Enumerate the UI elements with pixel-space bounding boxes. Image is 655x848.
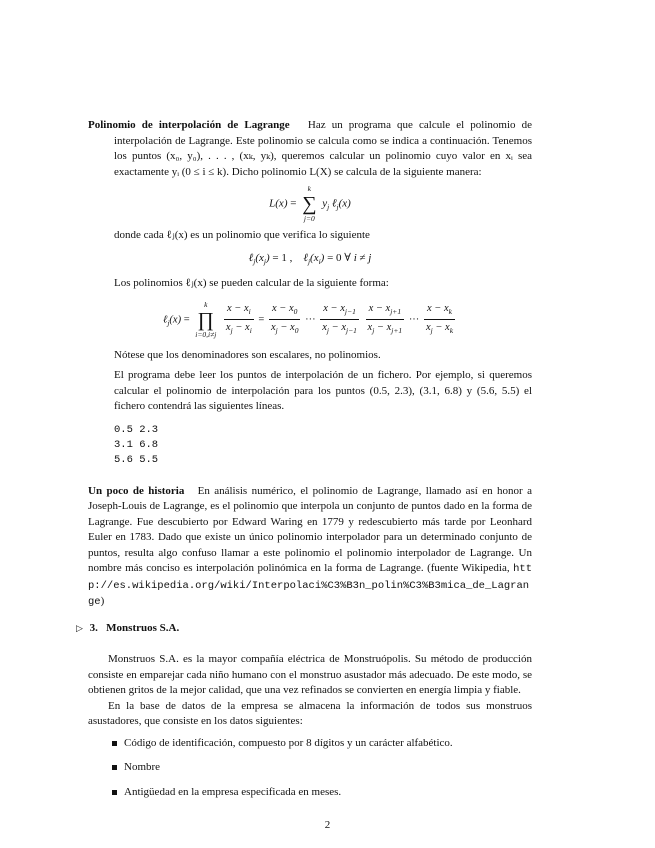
monstruos-intro: Monstruos S.A. es la mayor compañía eléctrica de Monstruópolis. Su método de producción consiste en emparejar cada niño humano con el monstruo asustador más adecuado. De este modo, se obtienen gritos de la mejor calidad, que una vez refinados se convierten en energía limpia y fiable. [88,653,532,697]
page-number: 2 [324,819,331,831]
wikipedia-link[interactable]: http://es.wikipedia.org/wiki/Interpolaci%C3%B3n_polin%C3%B3mica_de_Lagrange [88,563,533,609]
code-block [88,423,532,468]
history-body: En análisis numérico, el polinomio de Lagrange, llamado así en honor a Joseph-Louis de Lagrange, es el polinomio que interpola un conjunto de puntos dado en la forma de Lagrange. Fue descubierto por Edward Waring en 1779 y redescubierto más tarde por Leonhard Euler en 1783. Dado que existe un único polinomio interpolador para un determinado conjunto de puntos, resulta algo confuso llamar a este polinomio el polinomio interpolador de Lagrange. Un nombre más conciso es interpolación polinómica en la forma de Lagrange. (fuente Wikipedia, [88,484,533,575]
lagrange-heading: Polinomio de interpolación de Lagrange [88,119,290,131]
equation-L: L(x) = k ∑ j=0 $y_j$ ℓ$_j$(x) [269,184,351,223]
section-number: 3. [89,621,98,634]
code-line: 0.5 2.3 [114,423,159,436]
history-heading: Un poco de historia [88,484,185,497]
monster-fields-list [88,736,532,801]
monstruos-db: En la base de datos de la empresa se almacena la información de todos sus monstruos asustadores, que consiste en los datos siguientes: [88,699,532,728]
history-paragraph [88,484,532,611]
lagrange-file: El programa debe leer los puntos de interpolación de un fichero. Por ejemplo, si queremos calcular el polinomio de interpolación para los puntos (0.5, 2.3), (3.1, 6.8) y (5.6, 5.5) el fichero contendrá las siguientes líneas. [114,369,532,413]
section-title: Monstruos S.A. [106,621,180,634]
list-item: Nombre [124,760,532,776]
equation-basis: ℓ$_j$(x) = k ∏ i=0,i≠j $\frac{x - x_i}{x_j - x_i}$ = $\frac{x - x_0}{x_j - x_0}$ ··· $\frac{x - x_{j-1}}{x_j - x_{j-1}}$ $\frac{x - x_{j+1}}{x_j - x_{j+1}}$ ··· $\frac{x - x_k}{x_j - x_k}$ [162,299,454,339]
lagrange-intro: Haz un programa que calcule el polinomio de interpolación de Lagrange. Este polinomio se calcula como se indica a continuación. Tenemos los puntos (x₀, y₀), . . . , (xₖ, yₖ), queremos calcular un polinomio cuyo valor en xᵢ sea exactamente yᵢ (0 ≤ i ≤ k). Dicho polinomio L(X) se calcula de la siguiente manera: [114,119,532,178]
equation-conditions: $\ell_j(x_j) = 1$ , $\ell_j(x_i) = 0$ ∀ i ≠ j [248,251,372,266]
list-item: Código de identificación, compuesto por 8 dígitos y un carácter alfabético. [124,736,532,752]
lagrange-paragraph [88,118,532,180]
code-line: 5.6 5.5 [114,453,159,466]
lagrange-form: Los polinomios ℓⱼ(x) se pueden calcular de la siguiente forma: [114,277,389,290]
section-marker-icon: ▷ [76,622,83,633]
history-close: ) [100,595,105,608]
code-line: 3.1 6.8 [114,438,159,451]
document-body [76,118,533,809]
lagrange-where: donde cada ℓⱼ(x) es un polinomio que verifica lo siguiente [114,229,370,241]
list-item: Antigüedad en la empresa especificada en meses. [124,785,532,801]
section-heading [76,621,532,637]
lagrange-note: Nótese que los denominadores son escalares, no polinomios. [114,348,381,361]
